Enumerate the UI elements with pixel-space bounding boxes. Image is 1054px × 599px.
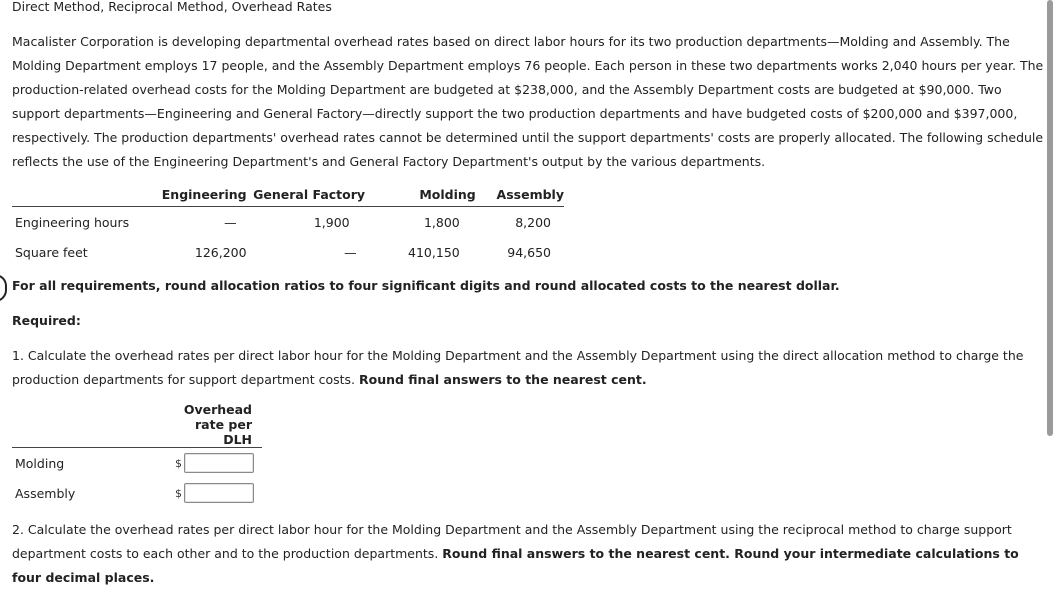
currency-symbol: $ <box>175 486 182 500</box>
schedule-header-engineering: Engineering <box>143 182 247 207</box>
cell-general-factory: — <box>344 244 357 260</box>
question-1-text: 1. Calculate the overhead rates per direct labor hour for the Molding Department and the Assembly Department using the direct allocation method to charge the production departments for support department costs. <box>12 348 1024 387</box>
scrollbar-thumb[interactable] <box>1047 0 1053 436</box>
cell-assembly: 8,200 <box>515 214 551 230</box>
rate-header: Overhead rate per DLH <box>175 402 262 448</box>
cell-engineering: 126,200 <box>194 244 247 260</box>
schedule-row-engineering-hours <box>12 207 564 238</box>
overhead-rate-table <box>12 402 262 508</box>
cell-assembly: 94,650 <box>507 244 551 260</box>
assembly-rate-input[interactable] <box>184 483 254 503</box>
row-label: Engineering hours <box>15 214 130 230</box>
schedule-header-assembly: Assembly <box>476 182 564 207</box>
schedule-row-square-feet <box>12 237 564 267</box>
question-1 <box>12 344 1044 392</box>
schedule-header-row <box>12 182 564 207</box>
schedule-header-blank <box>12 182 143 207</box>
schedule-header-general-factory: General Factory <box>247 182 372 207</box>
row-label: Square feet <box>15 244 88 260</box>
cell-molding: 410,150 <box>408 244 460 260</box>
question-2-bold-note: Round final answers to the nearest cent. Round your intermediate calculations to four decimal places. <box>12 546 1019 585</box>
currency-symbol: $ <box>175 456 182 470</box>
question-2 <box>12 518 1044 590</box>
problem-intro: Macalister Corporation is developing departmental overhead rates based on direct labor hours for its two production departments—Molding and Assembly. The Molding Department employs 17 people, and the Assembly Department employs 76 people. Each person in these two departments works 2,040 hours per year. The production-related overhead costs for the Molding Department are budgeted at $238,000, and the Assembly Department costs are budgeted at $90,000. Two support departments—Engineering and General Factory—directly support the two production departments and have budgeted costs of $200,000 and $397,000, respectively. The production departments' overhead rates cannot be determined until the support departments' costs are properly allocated. The following schedule reflects the use of the Engineering Department's and General Factory Department's output by the various departments. <box>12 34 1044 169</box>
usage-schedule-table <box>12 182 564 267</box>
schedule-header-molding: Molding <box>372 182 476 207</box>
rate-row-label: Assembly <box>15 485 76 501</box>
rate-row-molding <box>12 448 262 479</box>
page-title: Direct Method, Reciprocal Method, Overhead Rates <box>12 0 332 14</box>
required-label: Required: <box>12 313 81 328</box>
cell-engineering: — <box>224 214 237 230</box>
question-1-bold-note: Round final answers to the nearest cent. <box>358 372 647 387</box>
cell-general-factory: 1,900 <box>313 214 350 230</box>
question-2-text: 2. Calculate the overhead rates per direct labor hour for the Molding Department and the Assembly Department using the reciprocal method to charge support department costs to each other and to the production departments. <box>12 522 1012 561</box>
cell-molding: 1,800 <box>423 214 460 230</box>
rate-header-blank <box>12 402 175 448</box>
left-edge-marker <box>0 274 7 302</box>
rounding-instruction: For all requirements, round allocation ratios to four significant digits and round allocated costs to the nearest dollar. <box>12 278 840 293</box>
rate-row-label: Molding <box>15 455 65 471</box>
rate-cell <box>175 448 262 479</box>
rate-row-assembly <box>12 478 262 508</box>
rate-cell <box>175 478 262 508</box>
rate-header-row <box>12 402 262 448</box>
molding-rate-input[interactable] <box>184 453 254 473</box>
scrollbar-track[interactable] <box>1046 0 1054 436</box>
